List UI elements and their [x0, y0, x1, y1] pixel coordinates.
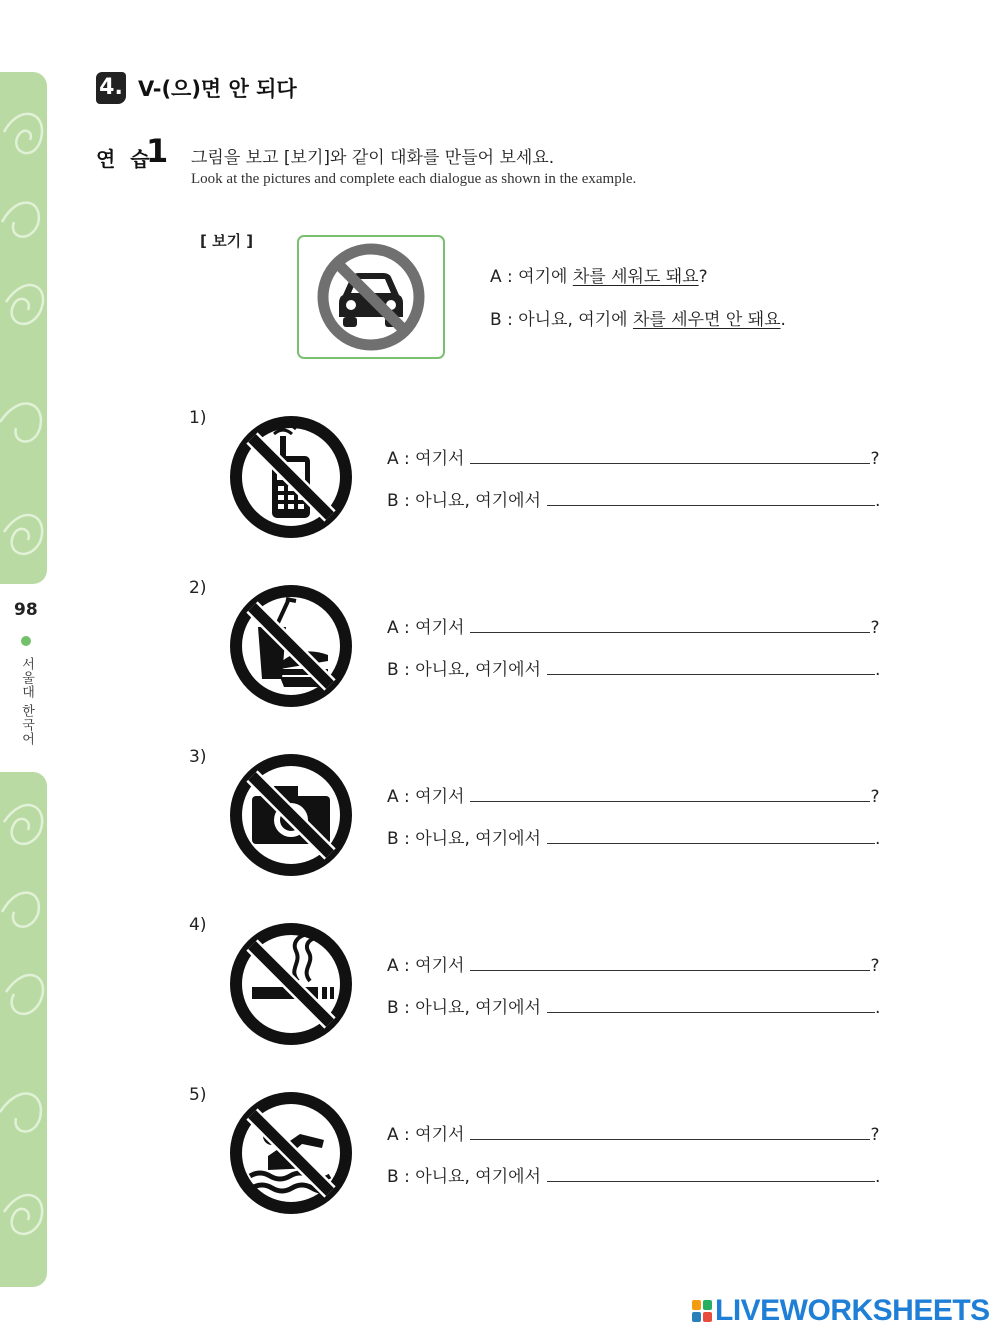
dialogue-a-end: ?	[870, 449, 880, 469]
page-number: 98	[14, 600, 38, 620]
dialogue-b-prefix: B : 아니요, 여기에서	[387, 998, 541, 1018]
example-b-prefix: B : 아니요, 여기에	[490, 310, 633, 330]
answer-blank-a[interactable]	[470, 1125, 870, 1140]
dialogue-a-end: ?	[870, 618, 880, 638]
example-image-frame	[297, 235, 445, 359]
instruction-english: Look at the pictures and complete each dialogue as shown in the example.	[191, 171, 637, 187]
no-food-drink-icon	[228, 583, 354, 709]
dialogue-b-prefix: B : 아니요, 여기에서	[387, 660, 541, 680]
example-b-answer: 차를 세우면 안 돼요	[632, 310, 781, 330]
example-a-prefix: A : 여기에	[490, 267, 573, 287]
dialogue-b-end: .	[874, 660, 881, 680]
item-number: 1)	[189, 408, 207, 428]
liveworksheets-logo[interactable]	[692, 1296, 990, 1326]
live-logo-icon	[692, 1300, 712, 1322]
dialogue-a-prefix: A : 여기서	[387, 449, 465, 469]
dialogue-b-end: .	[874, 829, 881, 849]
dialogue-a-end: ?	[870, 787, 880, 807]
dialogue-b-prefix: B : 아니요, 여기에서	[387, 491, 541, 511]
dialogue-a-prefix: A : 여기서	[387, 1125, 465, 1145]
sidebar-decoration-top	[0, 72, 47, 584]
dialogue-b-end: .	[874, 1167, 881, 1187]
example-dialogue-b	[490, 305, 786, 330]
answer-blank-b[interactable]	[547, 491, 875, 506]
answer-blank-b[interactable]	[547, 998, 875, 1013]
dialogue-b-line	[387, 655, 880, 680]
answer-blank-a[interactable]	[470, 956, 870, 971]
green-dot-icon	[21, 636, 31, 646]
example-b-suffix: .	[780, 310, 786, 330]
section-number-badge: 4.	[96, 72, 126, 104]
example-dialogue-a	[490, 262, 708, 287]
item-number: 2)	[189, 578, 207, 598]
dialogue-b-line	[387, 824, 880, 849]
dialogue-a-line	[387, 444, 879, 469]
dialogue-b-end: .	[874, 491, 881, 511]
dialogue-a-prefix: A : 여기서	[387, 956, 465, 976]
answer-blank-b[interactable]	[547, 1167, 875, 1182]
dialogue-a-line	[387, 1120, 879, 1145]
no-swimming-icon	[228, 1090, 354, 1216]
exercise-label: 연 습	[96, 147, 154, 171]
exercise-number: 1	[146, 132, 169, 170]
dialogue-a-line	[387, 613, 879, 638]
dialogue-a-prefix: A : 여기서	[387, 787, 465, 807]
dialogue-b-line	[387, 993, 880, 1018]
book-title: 서울대 한국어	[19, 657, 34, 747]
example-tag: [ 보기 ]	[200, 232, 254, 250]
sidebar-decoration-bottom	[0, 772, 47, 1287]
dialogue-a-line	[387, 951, 879, 976]
dialogue-a-prefix: A : 여기서	[387, 618, 465, 638]
item-number: 4)	[189, 915, 207, 935]
no-parking-car-icon	[299, 237, 443, 357]
item-number: 5)	[189, 1085, 207, 1105]
dialogue-a-end: ?	[870, 956, 880, 976]
example-a-suffix: ?	[698, 267, 708, 287]
answer-blank-a[interactable]	[470, 787, 870, 802]
logo-text: LIVEWORKSHEETS	[715, 1294, 990, 1327]
section-title: V-(으)면 안 되다	[138, 77, 297, 101]
answer-blank-a[interactable]	[470, 618, 870, 633]
dialogue-b-end: .	[874, 998, 881, 1018]
dialogue-b-prefix: B : 아니요, 여기에서	[387, 1167, 541, 1187]
item-number: 3)	[189, 747, 207, 767]
dialogue-a-line	[387, 782, 879, 807]
no-camera-icon	[228, 752, 354, 878]
dialogue-b-line	[387, 1162, 880, 1187]
answer-blank-a[interactable]	[470, 449, 870, 464]
example-a-answer: 차를 세워도 돼요	[572, 267, 699, 287]
dialogue-b-prefix: B : 아니요, 여기에서	[387, 829, 541, 849]
dialogue-b-line	[387, 486, 880, 511]
answer-blank-b[interactable]	[547, 829, 875, 844]
no-mobile-phone-icon	[228, 414, 354, 540]
answer-blank-b[interactable]	[547, 660, 875, 675]
instruction-korean: 그림을 보고 [보기]와 같이 대화를 만들어 보세요.	[191, 148, 555, 168]
dialogue-a-end: ?	[870, 1125, 880, 1145]
no-smoking-icon	[228, 921, 354, 1047]
